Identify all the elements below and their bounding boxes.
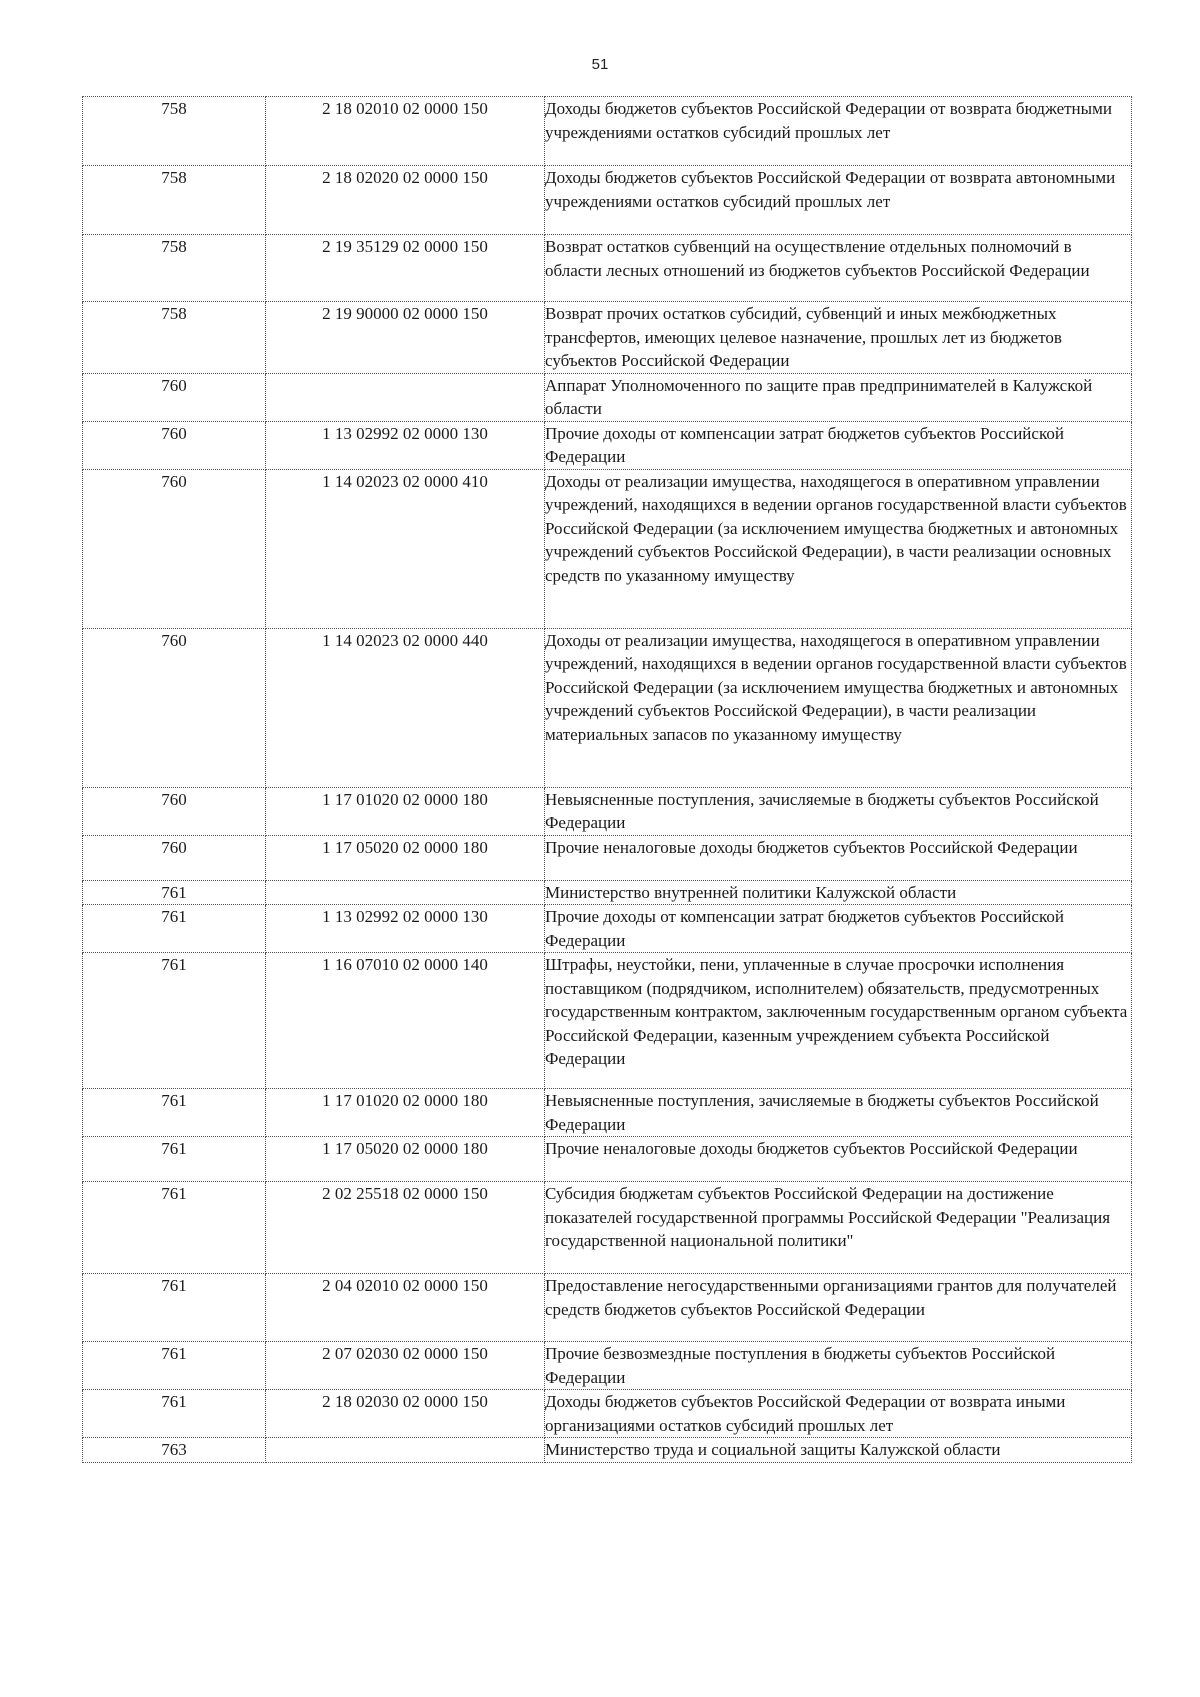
description-cell: Прочие неналоговые доходы бюджетов субъектов Российской Федерации — [545, 1137, 1132, 1182]
description-cell: Аппарат Уполномоченного по защите прав предпринимателей в Калужской области — [545, 373, 1132, 421]
table-row — [83, 421, 1132, 469]
table-body — [83, 97, 1132, 1463]
description-cell: Доходы бюджетов субъектов Российской Федерации от возврата автономными учреждениями остатков субсидий прошлых лет — [545, 166, 1132, 235]
budget-code-cell: 1 17 05020 02 0000 180 — [266, 835, 545, 880]
budget-code-cell: 1 17 05020 02 0000 180 — [266, 1137, 545, 1182]
description-cell: Прочие доходы от компенсации затрат бюджетов субъектов Российской Федерации — [545, 421, 1132, 469]
admin-code-cell: 758 — [83, 302, 266, 374]
description-cell: Возврат остатков субвенций на осуществление отдельных полномочий в области лесных отношений из бюджетов субъектов Российской Федерации — [545, 235, 1132, 302]
table-row — [83, 469, 1132, 628]
admin-code-cell: 761 — [83, 905, 266, 953]
page-number: 51 — [591, 56, 609, 73]
table-row — [83, 1342, 1132, 1390]
table-row — [83, 787, 1132, 835]
admin-code-cell: 761 — [83, 1390, 266, 1438]
budget-code-cell: 2 02 25518 02 0000 150 — [266, 1182, 545, 1274]
table-row — [83, 302, 1132, 374]
description-cell: Доходы от реализации имущества, находящегося в оперативном управлении учреждений, находящихся в ведении органов государственной власти субъектов Российской Федерации (за исключением имущества бюджетных и автономных учреждений субъектов Российской Федерации), в части реализации основных средств по указанному имуществу — [545, 469, 1132, 628]
budget-code-cell: 1 13 02992 02 0000 130 — [266, 905, 545, 953]
description-cell: Доходы бюджетов субъектов Российской Федерации от возврата бюджетными учреждениями остатков субсидий прошлых лет — [545, 97, 1132, 166]
admin-code-cell: 758 — [83, 166, 266, 235]
budget-code-cell: 1 17 01020 02 0000 180 — [266, 787, 545, 835]
admin-code-cell: 760 — [83, 469, 266, 628]
table-row — [83, 1137, 1132, 1182]
budget-code-cell: 2 18 02030 02 0000 150 — [266, 1390, 545, 1438]
budget-codes-table — [82, 96, 1132, 1463]
budget-code-cell: 2 19 35129 02 0000 150 — [266, 235, 545, 302]
budget-code-cell — [266, 880, 545, 905]
description-cell: Прочие доходы от компенсации затрат бюджетов субъектов Российской Федерации — [545, 905, 1132, 953]
description-cell: Прочие неналоговые доходы бюджетов субъектов Российской Федерации — [545, 835, 1132, 880]
admin-code-cell: 760 — [83, 421, 266, 469]
table-row — [83, 166, 1132, 235]
table-row — [83, 1274, 1132, 1342]
admin-code-cell: 761 — [83, 953, 266, 1089]
admin-code-cell: 763 — [83, 1438, 266, 1463]
table-row — [83, 905, 1132, 953]
description-cell: Возврат прочих остатков субсидий, субвенций и иных межбюджетных трансфертов, имеющих целевое назначение, прошлых лет из бюджетов субъектов Российской Федерации — [545, 302, 1132, 374]
table-row — [83, 235, 1132, 302]
description-cell: Субсидия бюджетам субъектов Российской Федерации на достижение показателей государственной программы Российской Федерации "Реализация государственной национальной политики" — [545, 1182, 1132, 1274]
budget-code-cell: 2 19 90000 02 0000 150 — [266, 302, 545, 374]
admin-code-cell: 758 — [83, 235, 266, 302]
admin-code-cell: 760 — [83, 373, 266, 421]
table-row — [83, 1089, 1132, 1137]
table-row — [83, 1438, 1132, 1463]
table-row — [83, 835, 1132, 880]
budget-code-cell: 1 16 07010 02 0000 140 — [266, 953, 545, 1089]
description-cell: Доходы бюджетов субъектов Российской Федерации от возврата иными организациями остатков субсидий прошлых лет — [545, 1390, 1132, 1438]
admin-code-cell: 761 — [83, 1182, 266, 1274]
description-cell: Штрафы, неустойки, пени, уплаченные в случае просрочки исполнения поставщиком (подрядчиком, исполнителем) обязательств, предусмотренных государственным контрактом, заключенным государственным органом субъекта Российской Федерации, казенным учреждением субъекта Российской Федерации — [545, 953, 1132, 1089]
description-cell: Министерство труда и социальной защиты Калужской области — [545, 1438, 1132, 1463]
admin-code-cell: 760 — [83, 787, 266, 835]
admin-code-cell: 761 — [83, 1342, 266, 1390]
description-cell: Невыясненные поступления, зачисляемые в бюджеты субъектов Российской Федерации — [545, 787, 1132, 835]
budget-code-cell: 1 13 02992 02 0000 130 — [266, 421, 545, 469]
admin-code-cell: 761 — [83, 1274, 266, 1342]
description-cell: Доходы от реализации имущества, находящегося в оперативном управлении учреждений, находящихся в ведении органов государственной власти субъектов Российской Федерации (за исключением имущества бюджетных и автономных учреждений субъектов Российской Федерации), в части реализации материальных запасов по указанному имуществу — [545, 628, 1132, 787]
budget-code-cell: 2 18 02010 02 0000 150 — [266, 97, 545, 166]
budget-code-cell: 1 14 02023 02 0000 410 — [266, 469, 545, 628]
table-row — [83, 628, 1132, 787]
description-cell: Предоставление негосударственными организациями грантов для получателей средств бюджетов субъектов Российской Федерации — [545, 1274, 1132, 1342]
admin-code-cell: 760 — [83, 628, 266, 787]
table-row — [83, 97, 1132, 166]
budget-code-cell — [266, 373, 545, 421]
budget-code-cell: 2 04 02010 02 0000 150 — [266, 1274, 545, 1342]
admin-code-cell: 758 — [83, 97, 266, 166]
table-row — [83, 373, 1132, 421]
budget-code-cell: 2 18 02020 02 0000 150 — [266, 166, 545, 235]
budget-code-cell: 2 07 02030 02 0000 150 — [266, 1342, 545, 1390]
description-cell: Прочие безвозмездные поступления в бюджеты субъектов Российской Федерации — [545, 1342, 1132, 1390]
admin-code-cell: 760 — [83, 835, 266, 880]
description-cell: Невыясненные поступления, зачисляемые в бюджеты субъектов Российской Федерации — [545, 1089, 1132, 1137]
description-cell: Министерство внутренней политики Калужской области — [545, 880, 1132, 905]
admin-code-cell: 761 — [83, 1137, 266, 1182]
admin-code-cell: 761 — [83, 1089, 266, 1137]
table-row — [83, 1182, 1132, 1274]
table-row — [83, 880, 1132, 905]
admin-code-cell: 761 — [83, 880, 266, 905]
budget-code-cell — [266, 1438, 545, 1463]
table-row — [83, 953, 1132, 1089]
table-row — [83, 1390, 1132, 1438]
budget-code-cell: 1 17 01020 02 0000 180 — [266, 1089, 545, 1137]
budget-code-cell: 1 14 02023 02 0000 440 — [266, 628, 545, 787]
